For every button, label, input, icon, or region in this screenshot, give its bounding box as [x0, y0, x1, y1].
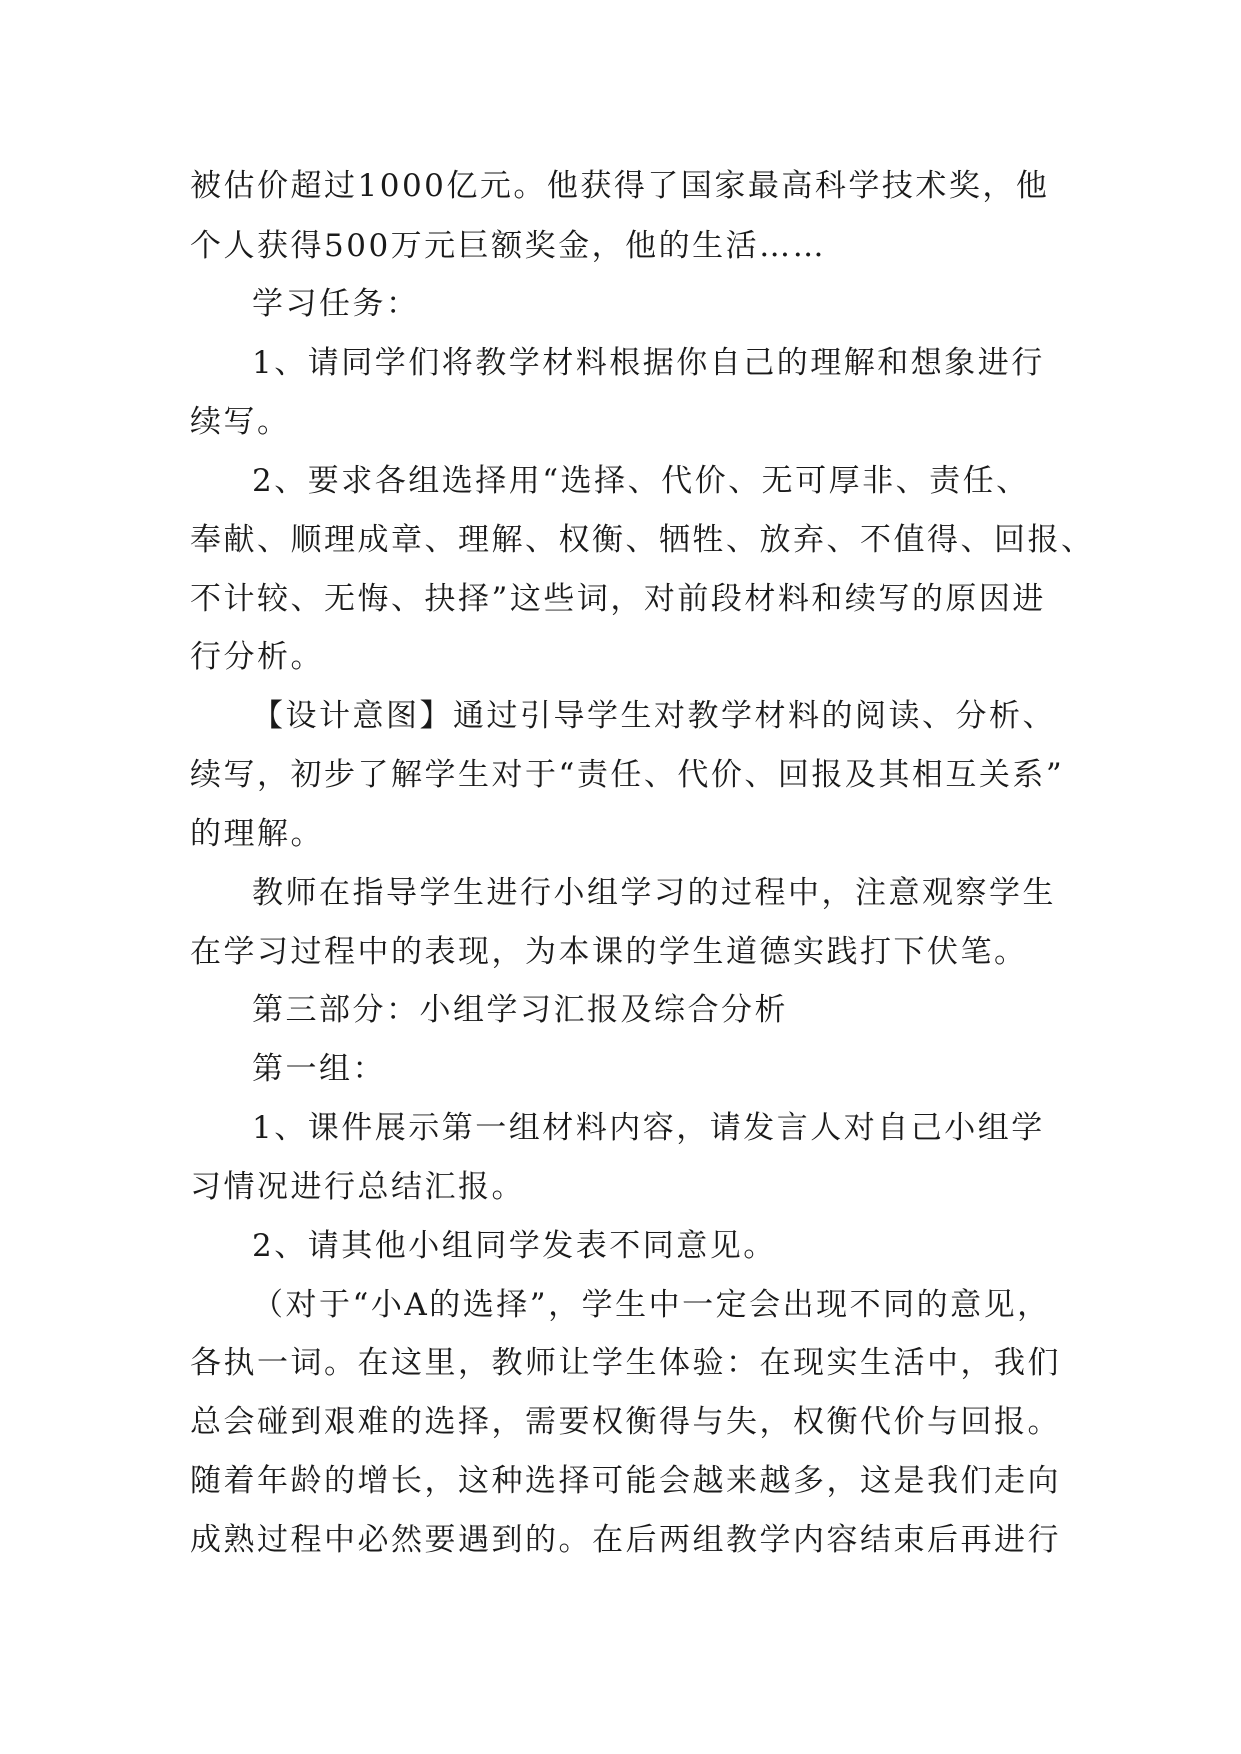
text-line-8: 不计较、无悔、抉择”这些词，对前段材料和续写的原因进 [190, 581, 1046, 617]
text-line-16: 第一组： [252, 1051, 386, 1087]
text-line-10: 【设计意图】通过引导学生对教学材料的阅读、分析、 [252, 698, 1056, 734]
text-line-19: 2、请其他小组同学发表不同意见。 [252, 1228, 777, 1264]
text-line-9: 行分析。 [190, 639, 324, 675]
text-line-7: 奉献、顺理成章、理解、权衡、牺牲、放弃、不值得、回报、 [190, 522, 1095, 558]
text-line-20: （对于“小A的选择”，学生中一定会出现不同的意见， [252, 1287, 1051, 1323]
text-line-5: 续写。 [190, 404, 291, 440]
text-line-4: 1、请同学们将教学材料根据你自己的理解和想象进行 [252, 345, 1045, 381]
text-line-14: 在学习过程中的表现，为本课的学生道德实践打下伏笔。 [190, 934, 1028, 970]
text-line-11: 续写，初步了解学生对于“责任、代价、回报及其相互关系” [190, 757, 1065, 793]
text-line-24: 成熟过程中必然要遇到的。在后两组教学内容结束后再进行 [190, 1522, 1061, 1558]
text-line-15: 第三部分：小组学习汇报及综合分析 [252, 992, 788, 1028]
text-line-1: 被估价超过1000亿元。他获得了国家最高科学技术奖，他 [190, 168, 1050, 204]
text-line-12: 的理解。 [190, 816, 324, 852]
text-line-17: 1、课件展示第一组材料内容，请发言人对自己小组学 [252, 1110, 1045, 1146]
text-line-13: 教师在指导学生进行小组学习的过程中，注意观察学生 [252, 875, 1056, 911]
text-line-23: 随着年龄的增长，这种选择可能会越来越多，这是我们走向 [190, 1463, 1061, 1499]
text-line-3: 学习任务： [252, 286, 420, 322]
text-line-18: 习情况进行总结汇报。 [190, 1169, 525, 1205]
text-line-22: 总会碰到艰难的选择，需要权衡得与失，权衡代价与回报。 [190, 1404, 1061, 1440]
text-line-6: 2、要求各组选择用“选择、代价、无可厚非、责任、 [252, 463, 1030, 499]
text-line-2: 个人获得500万元巨额奖金，他的生活…… [190, 228, 827, 264]
text-line-21: 各执一词。在这里，教师让学生体验：在现实生活中，我们 [190, 1345, 1061, 1381]
